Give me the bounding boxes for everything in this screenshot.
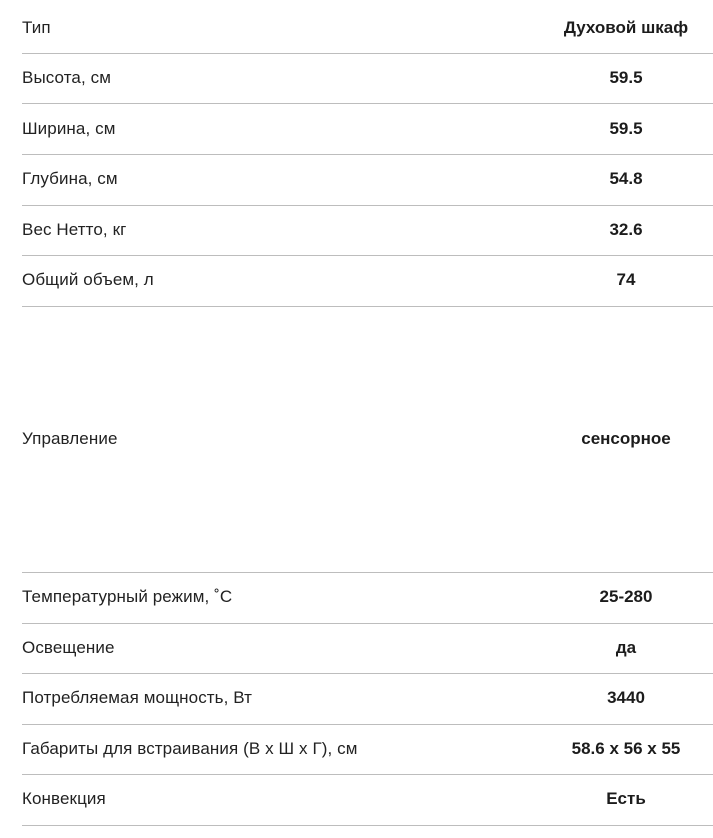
spec-value: 25-280 <box>599 587 653 606</box>
spec-value: Духовой шкаф <box>563 18 689 37</box>
spec-value: 59.5 <box>609 68 643 87</box>
spec-row-height <box>22 64 713 92</box>
spec-row-net-weight <box>22 216 713 244</box>
spec-label: Высота, см <box>22 68 112 87</box>
row-divider <box>22 673 713 674</box>
spec-label: Конвекция <box>22 789 106 808</box>
spec-row-depth <box>22 165 713 193</box>
spec-label: Тип <box>22 18 51 37</box>
spec-label: Вес Нетто, кг <box>22 220 127 239</box>
row-divider <box>22 306 713 307</box>
spec-value: 3440 <box>607 688 645 707</box>
spec-row-temperature <box>22 583 713 611</box>
spec-row-power <box>22 684 713 712</box>
row-divider <box>22 623 713 624</box>
spec-value: 54.8 <box>609 169 643 188</box>
spec-label: Общий объем, л <box>22 270 154 289</box>
row-divider <box>22 825 713 826</box>
spec-row-volume <box>22 266 713 294</box>
row-divider <box>22 154 713 155</box>
spec-row-lighting <box>22 634 713 662</box>
spec-value: да <box>615 638 637 657</box>
spec-value: Есть <box>606 789 646 808</box>
row-divider <box>22 53 713 54</box>
spec-value: 74 <box>616 270 636 289</box>
spec-row-width <box>22 115 713 143</box>
row-divider <box>22 774 713 775</box>
row-divider <box>22 103 713 104</box>
spec-value: 59.5 <box>609 119 643 138</box>
spec-row-type <box>22 14 713 42</box>
spec-row-built-in-dimensions <box>22 735 713 763</box>
spec-label: Освещение <box>22 638 115 657</box>
spec-value: 32.6 <box>609 220 643 239</box>
spec-label: Потребляемая мощность, Вт <box>22 688 253 707</box>
row-divider <box>22 205 713 206</box>
spec-value: сенсорное <box>581 429 671 448</box>
spec-row-convection <box>22 785 713 813</box>
spec-label: Ширина, см <box>22 119 116 138</box>
spec-label: Управление <box>22 429 118 448</box>
spec-label: Глубина, см <box>22 169 118 188</box>
row-divider <box>22 724 713 725</box>
spec-label: Температурный режим, ˚C <box>22 587 233 606</box>
spec-label: Габариты для встраивания (В х Ш х Г), см <box>22 739 358 758</box>
spec-row-control <box>22 425 713 453</box>
row-divider <box>22 255 713 256</box>
row-divider <box>22 572 713 573</box>
spec-value: 58.6 х 56 х 55 <box>571 739 681 758</box>
